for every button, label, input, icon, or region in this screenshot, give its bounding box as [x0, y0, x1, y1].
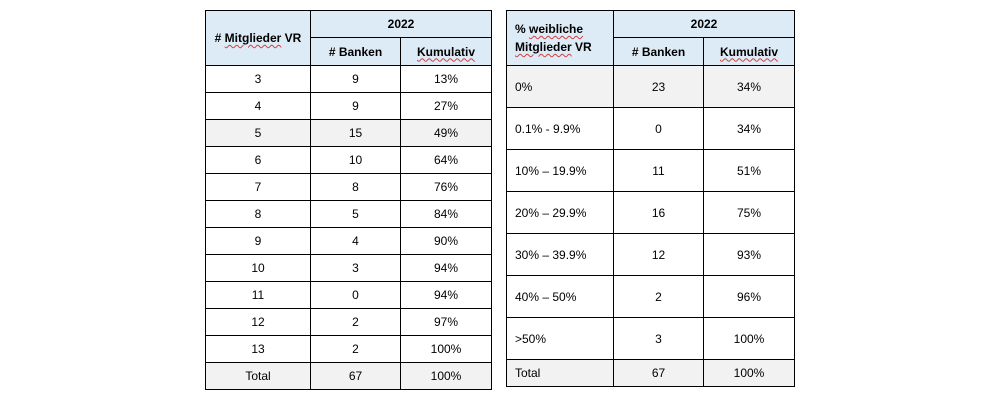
board-size-table	[205, 10, 492, 390]
table-row: 3 9 13%	[206, 66, 492, 93]
female-share-table	[506, 10, 795, 387]
cumulative-header: Kumulativ	[401, 38, 492, 66]
year-header: 2022	[614, 11, 795, 38]
table-row: 6 10 64%	[206, 147, 492, 174]
table-row: 40% – 50% 2 96%	[507, 276, 795, 318]
year-header: 2022	[311, 11, 492, 38]
female-members-header: % weibliche Mitglieder VR	[507, 11, 614, 66]
table-row: >50% 3 100%	[507, 318, 795, 360]
table-row: 4 9 27%	[206, 93, 492, 120]
table-row: 10% – 19.9% 11 51%	[507, 150, 795, 192]
total-row: Total 67 100%	[206, 363, 492, 390]
table-row: 5 15 49%	[206, 120, 492, 147]
table-row: 30% – 39.9% 12 93%	[507, 234, 795, 276]
table-row: 0% 23 34%	[507, 66, 795, 108]
table-row: 7 8 76%	[206, 174, 492, 201]
table-row: 8 5 84%	[206, 201, 492, 228]
table-row: 9 4 90%	[206, 228, 492, 255]
table-row: 11 0 94%	[206, 282, 492, 309]
table-row: 13 2 100%	[206, 336, 492, 363]
table-row: 10 3 94%	[206, 255, 492, 282]
table-row: 20% – 29.9% 16 75%	[507, 192, 795, 234]
banks-header: # Banken	[311, 38, 401, 66]
banks-header: # Banken	[614, 38, 704, 66]
board-members-header: # Mitglieder VR	[206, 11, 311, 66]
cumulative-header: Kumulativ	[704, 38, 795, 66]
table-row: 0.1% - 9.9% 0 34%	[507, 108, 795, 150]
table-row: 12 2 97%	[206, 309, 492, 336]
total-row: Total 67 100%	[507, 360, 795, 387]
